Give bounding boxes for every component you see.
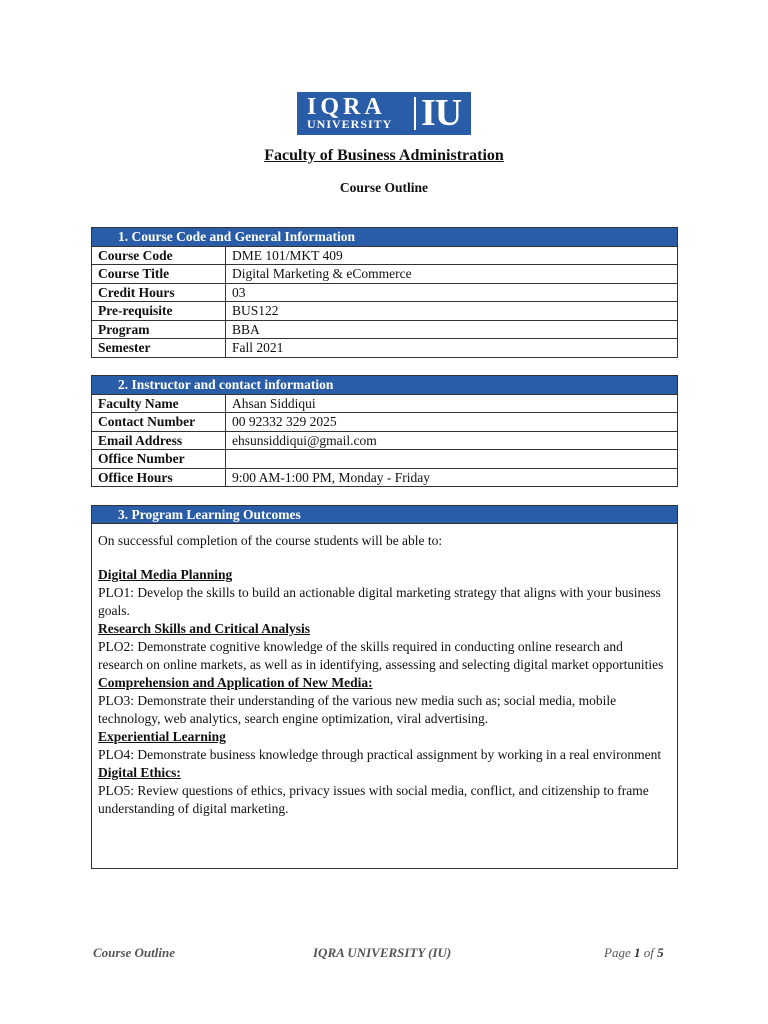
outcome-heading: Digital Media Planning (98, 567, 233, 582)
page-total: 5 (657, 945, 664, 960)
row-label: Course Code (92, 246, 226, 265)
outcome-text: PLO4: Demonstrate business knowledge through practical assignment by working in a real environment (98, 747, 662, 762)
row-label: Program (92, 320, 226, 339)
outcome-heading: Digital Ethics: (98, 765, 181, 780)
table-row (92, 431, 678, 450)
footer-center: IQRA UNIVERSITY (IU) (313, 945, 452, 960)
table-row (92, 283, 678, 302)
university-logo (297, 92, 471, 135)
logo-divider (414, 97, 416, 130)
general-info-table (91, 227, 678, 358)
row-value: ehsunsiddiqui@gmail.com (226, 431, 678, 450)
table-row (92, 339, 678, 358)
row-label: Credit Hours (92, 283, 226, 302)
row-value: 03 (226, 283, 678, 302)
outcomes-intro: On successful completion of the course students will be able to: (98, 533, 443, 548)
footer-page-number (604, 945, 664, 961)
table-row (92, 265, 678, 284)
outcome-text: PLO3: Demonstrate their understanding of the various new media such as; social media, mobile technology, web analytics, search engine optimization, viral advertising. (98, 693, 617, 726)
table-row (92, 320, 678, 339)
outcome-heading: Research Skills and Critical Analysis (98, 621, 311, 636)
row-label: Office Number (92, 450, 226, 469)
outcome-text: PLO5: Review questions of ethics, privacy issues with social media, conflict, and citizenship to frame understanding of digital marketing. (98, 783, 649, 816)
row-label: Office Hours (92, 468, 226, 487)
row-label: Email Address (92, 431, 226, 450)
row-value: BBA (226, 320, 678, 339)
page-current: 1 (633, 945, 641, 960)
table-row (92, 450, 678, 469)
outcome-text: PLO1: Develop the skills to build an actionable digital marketing strategy that aligns with your business goals. (98, 585, 661, 618)
logo-line1: IQRA (307, 94, 386, 120)
row-value (226, 450, 678, 469)
row-value: Fall 2021 (226, 339, 678, 358)
row-value: Digital Marketing & eCommerce (226, 265, 678, 284)
row-label: Faculty Name (92, 394, 226, 413)
row-value: 00 92332 329 2025 (226, 413, 678, 432)
row-label: Course Title (92, 265, 226, 284)
table-row (92, 246, 678, 265)
logo-mark: IU (421, 92, 462, 134)
row-label: Pre-requisite (92, 302, 226, 321)
row-value: BUS122 (226, 302, 678, 321)
page-of-label: of (640, 945, 658, 960)
table-row (92, 413, 678, 432)
outcome-heading: Experiential Learning (98, 729, 226, 744)
instructor-info-table (91, 375, 678, 487)
row-value: DME 101/MKT 409 (226, 246, 678, 265)
row-label: Contact Number (92, 413, 226, 432)
table-row (92, 302, 678, 321)
page-label: Page (604, 945, 634, 960)
table-row (92, 394, 678, 413)
section3-header: 3. Program Learning Outcomes (91, 505, 678, 524)
section1-header: 1. Course Code and General Information (92, 228, 678, 247)
footer-left: Course Outline (93, 945, 175, 960)
row-value: 9:00 AM-1:00 PM, Monday - Friday (226, 468, 678, 487)
row-label: Semester (92, 339, 226, 358)
row-value: Ahsan Siddiqui (226, 394, 678, 413)
outcome-text: PLO2: Demonstrate cognitive knowledge of the skills required in conducting online research and research on online markets, as well as in identifying, assessing and selecting digital market opportunities (98, 639, 664, 672)
table-row (92, 468, 678, 487)
learning-outcomes-box (91, 523, 678, 869)
logo-line2: UNIVERSITY (307, 117, 393, 131)
section2-header: 2. Instructor and contact information (92, 376, 678, 395)
faculty-title: Faculty of Business Administration (264, 147, 504, 164)
document-subtitle: Course Outline (339, 180, 429, 195)
outcome-heading: Comprehension and Application of New Media: (98, 675, 373, 690)
